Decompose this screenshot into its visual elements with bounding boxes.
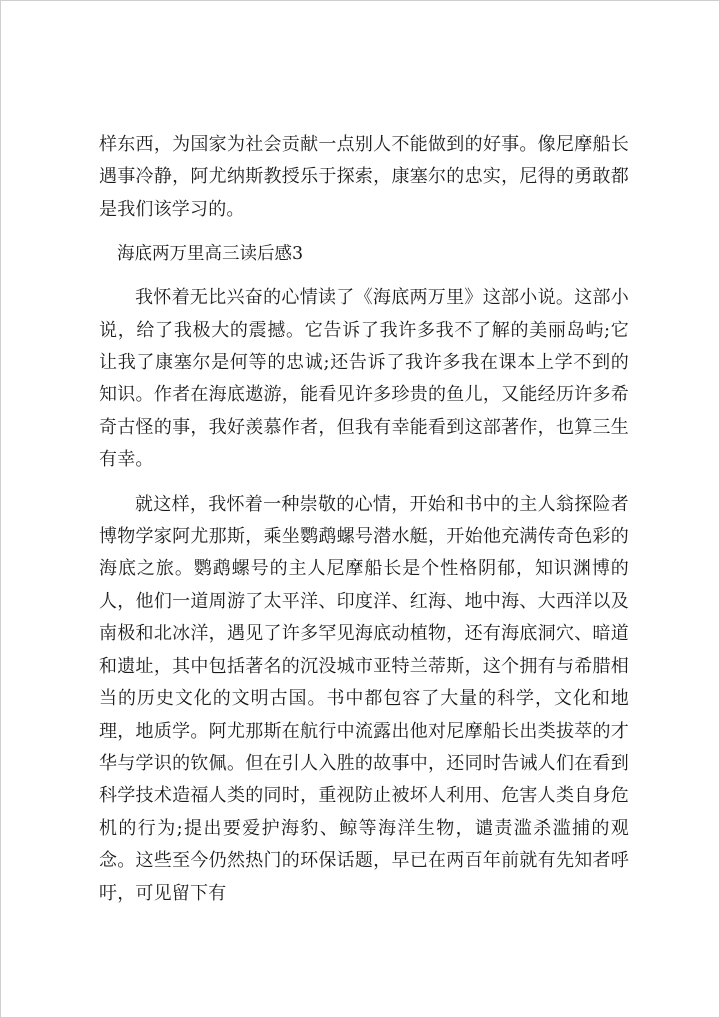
- paragraph-2: 就这样，我怀着一种崇敬的心情，开始和书中的主人翁探险者博物学家阿尤那斯，乘坐鹦鹉螺号潜水艇，开始他充满传奇色彩的海底之旅。鹦鹉螺号的主人尼摩船长是个性格阴郁，知识渊博的人，他们一道周游了太平洋、印度洋、红海、地中海、大西洋以及南极和北冰洋，遇见了许多罕见海底动植物，还有海底洞穴、暗道和遗址，其中包括著名的沉没城市亚特兰蒂斯，这个拥有与希腊相当的历史文化的文明古国。书中都包容了大量的科学，文化和地理，地质学。阿尤那斯在航行中流露出他对尼摩船长出类拔萃的才华与学识的钦佩。但在引人入胜的故事中，还同时告诫人们在看到科学技术造福人类的同时，重视防止被坏人利用、危害人类自身危机的行为;提出要爱护海豹、鲸等海洋生物，谴责滥杀滥捕的观念。这些至今仍然热门的环保话题，早已在两百年前就有先知者呼吁，可见留下有: [99, 493, 629, 904]
- paragraph-continuation: 样东西，为国家为社会贡献一点别人不能做到的好事。像尼摩船长遇事冷静，阿尤纳斯教授乐于探索，康塞尔的忠实，尼得的勇敢都是我们该学习的。: [99, 134, 629, 220]
- document-body: [99, 129, 629, 922]
- paragraph-1: 我怀着无比兴奋的心情读了《海底两万里》这部小说。这部小说，给了我极大的震撼。它告诉了我许多我不了解的美丽岛屿;它让我了康塞尔是何等的忠诚;还告诉了我许多我在课本上学不到的知识。作者在海底遨游，能看见许多珍贵的鱼儿，又能经历许多希奇古怪的事，我好羡慕作者，但我有幸能看到这部著作，也算三生有幸。: [99, 287, 629, 471]
- section-heading: 海底两万里高三读后感3: [117, 244, 304, 265]
